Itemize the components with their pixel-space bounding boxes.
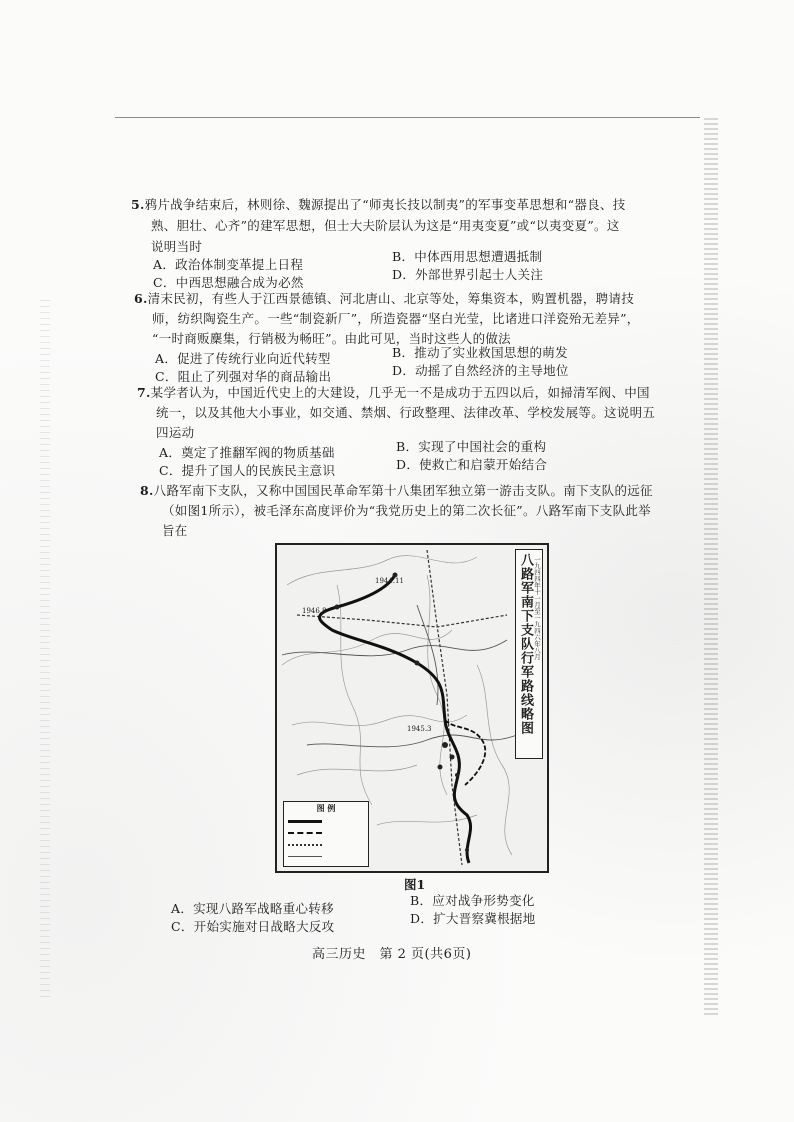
q6-option-d: D．动摇了自然经济的主导地位 [392,363,569,378]
legend-line [288,820,322,823]
q6-option-b: B．推动了实业救国思想的萌发 [392,345,568,360]
q5-option-c: C．中西思想融合成为必然 [153,275,304,290]
scan-noise-left [40,300,50,1000]
q8-option-c: C．开始实施对日战略大反攻 [171,919,335,934]
map-date-label: 1946.8 [302,607,327,615]
legend-title: 图 例 [316,803,336,813]
q5-option-b: B．中体西用思想遭遇抵制 [392,249,543,264]
scan-edge-right [704,118,718,1018]
q7-option-b: B．实现了中国社会的重构 [396,439,547,454]
q7-stem-line-1: 7.某学者认为，中国近代史上的大建设，几乎无一不是成功于五四以后，如掃清军阀、中国 [137,385,650,400]
q7-option-d: D．使救亡和启蒙开始结合 [396,457,548,472]
map-title-box [515,549,543,759]
route-map-figure [275,543,549,873]
map-legend [283,801,369,867]
map-date-label: 1944.11 [375,577,404,585]
page-footer: 高三历史 第 2 页(共6页) [312,947,472,962]
q7-stem-line-3: 四运动 [156,425,195,440]
q6-option-a: A．促进了传统行业向近代转型 [155,351,331,366]
legend-line [288,856,322,857]
q8-stem-line-2: （如图1所示），被毛泽东高度评价为“我党历史上的第二次长征”。八路军南下支队此举 [162,503,651,518]
q8-option-b: B．应对战争形势变化 [410,893,535,908]
q5-option-d: D．外部世界引起士人关注 [392,267,544,282]
q7-stem-line-2: 统一，以及其他大小事业，如交通、禁烟、行政整理、法律改革、学校发展等。这说明五 [156,405,656,420]
q6-option-c: C．阻止了列强对华的商品输出 [155,369,332,384]
scan-edge-top [115,117,700,118]
q8-stem-line-3: 旨在 [162,523,188,538]
q8-stem-line-1: 8.八路军南下支队，又称中国国民革命军第十八集团军独立第一游击支队。南下支队的远征 [140,483,653,498]
q6-stem-line-1: 6.清末民初，有些人于江西景德镇、河北唐山、北京等处，筹集资本，购置机器，聘请技 [134,291,635,306]
q5-stem-line-1: 5.鸦片战争结束后，林则徐、魏源提出了“师夷长技以制夷”的军事变革思想和“器良、技 [131,197,626,212]
map-subtitle: 一九四四年十一月至一九四六年八月 [533,556,541,660]
map-date-label: 1945.3 [407,725,432,733]
q5-stem-line-3: 说明当时 [151,239,203,254]
q8-option-a: A．实现八路军战略重心转移 [171,901,334,916]
legend-line [288,844,322,846]
q5-stem-line-2: 熟、胆壮、心齐”的建军思想，但士大夫阶层认为这是“用夷变夏”或“以夷变夏”。这 [151,218,620,233]
q6-stem-line-3: “一时商贩麇集，行销极为畅旺”。由此可见，当时这些人的做法 [152,331,511,346]
legend-line [288,832,322,834]
q5-option-a: A．政治体制变革提上日程 [153,257,304,272]
q6-stem-line-2: 师，纺织陶瓷生产。一些“制瓷新厂”，所造瓷器“坚白光莹，比诸进口洋瓷殆无差异”， [152,311,640,326]
q7-option-c: C．提升了国人的民族民主意识 [159,463,336,478]
q7-option-a: A．奠定了推翻军阀的物质基础 [159,445,335,460]
map-title: 八路军南下支队行军路线略图 [518,553,533,735]
figure-caption: 图1 [404,877,426,892]
q8-option-d: D．扩大晋察冀根据地 [410,911,536,926]
